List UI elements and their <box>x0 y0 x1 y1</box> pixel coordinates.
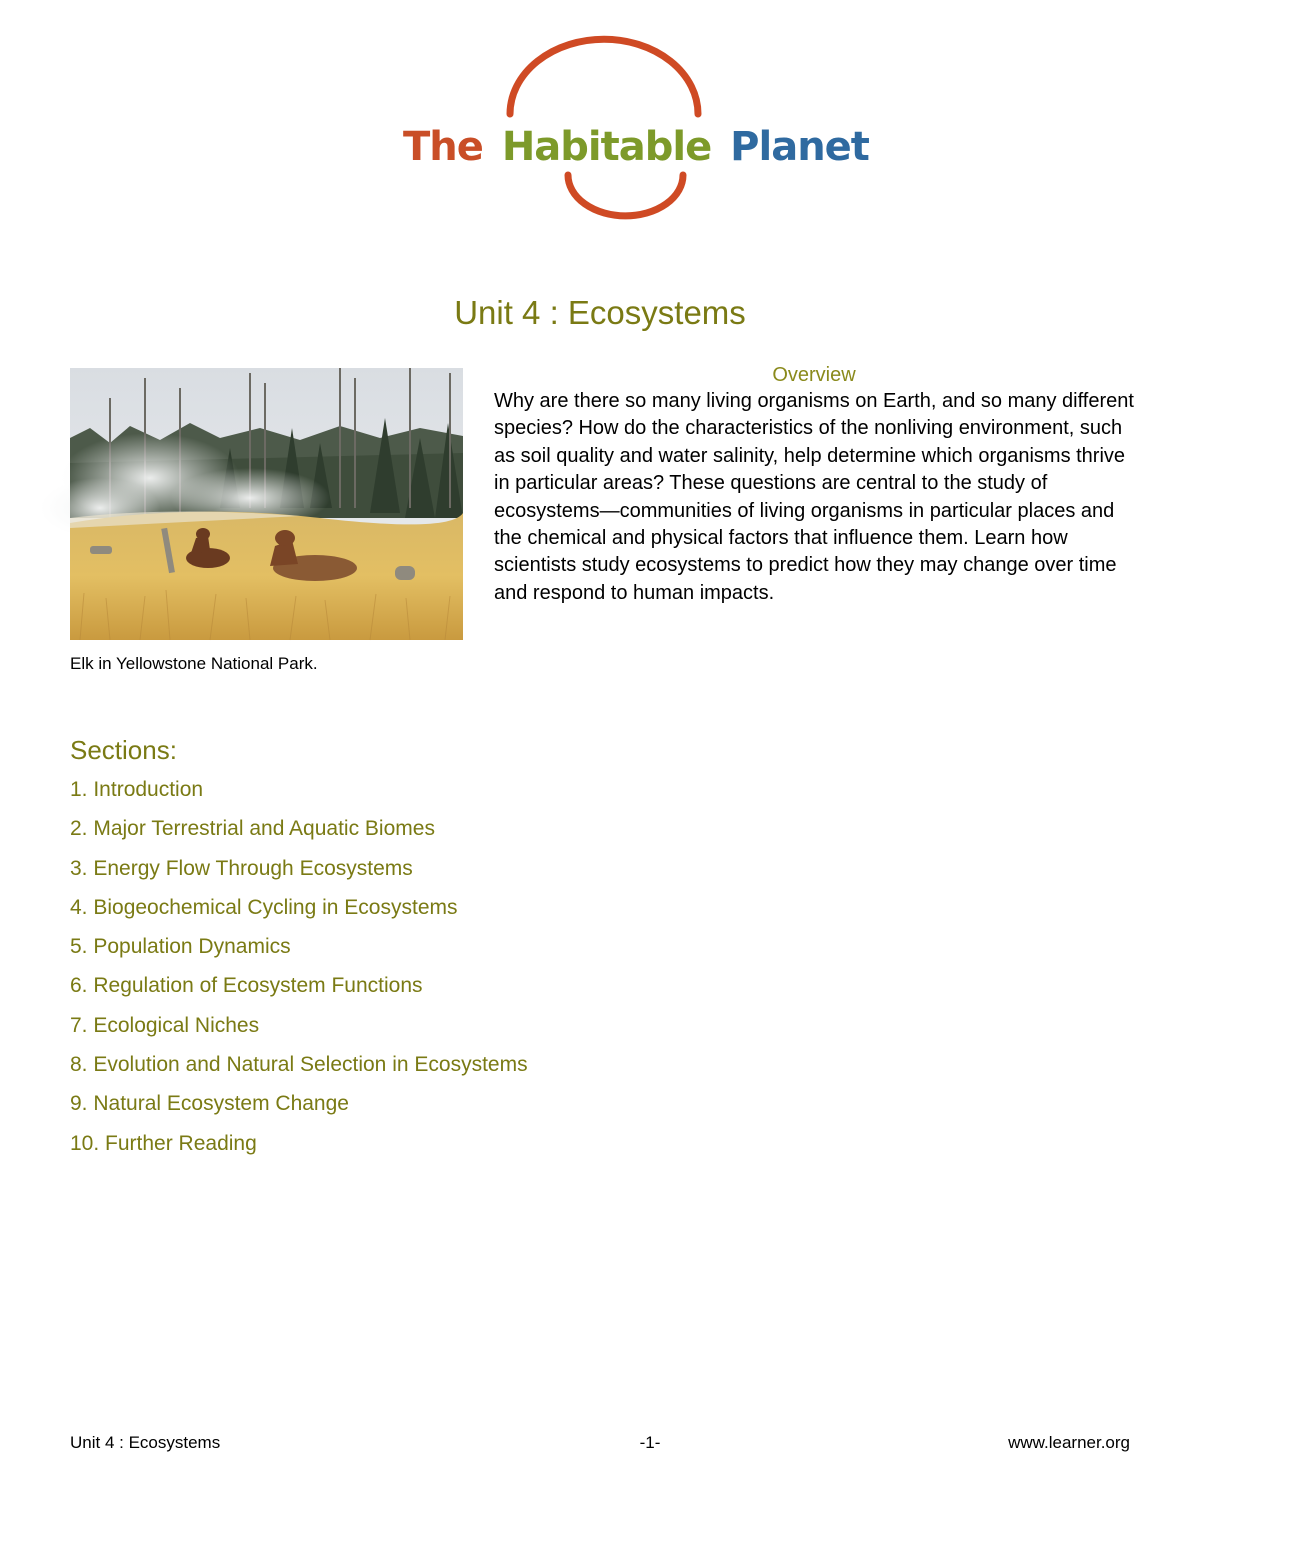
overview-heading: Overview <box>772 364 856 386</box>
unit-title: Unit 4 : Ecosystems <box>454 294 746 331</box>
section-link-8[interactable]: 8. Evolution and Natural Selection in Ecosystems <box>70 1053 528 1077</box>
section-link-10[interactable]: 10. Further Reading <box>70 1131 257 1155</box>
section-link-6[interactable]: 6. Regulation of Ecosystem Functions <box>70 974 423 998</box>
sections-heading: Sections: <box>70 735 177 765</box>
section-link-3[interactable]: 3. Energy Flow Through Ecosystems <box>70 856 413 880</box>
section-link-7[interactable]: 7. Ecological Niches <box>70 1013 260 1037</box>
habitable-planet-logo <box>398 70 869 220</box>
overview-body: Why are there so many living organisms on Earth, and so many different species? How do the characteristics of the nonliving environment, such as soil quality and water salinity, help determine which organisms thrive in particular areas? These questions are central to the study of ecosystems—communities of living organisms in particular places and the chemical and physical factors that influence them. Learn how scientists study ecosystems to predict how they may change over time and respond to human impacts. <box>494 390 1134 604</box>
logo-ring-bottom <box>568 175 683 216</box>
section-link-9[interactable]: 9. Natural Ecosystem Change <box>70 1092 349 1116</box>
elk-photo <box>70 368 463 640</box>
section-link-2[interactable]: 2. Major Terrestrial and Aquatic Biomes <box>70 817 435 841</box>
section-link-1[interactable]: 1. Introduction <box>70 778 204 801</box>
logo-text-the: The <box>403 124 483 170</box>
section-link-5[interactable]: 5. Population Dynamics <box>70 935 291 959</box>
footer-website: www.learner.org <box>1008 1433 1130 1452</box>
photo-caption: Elk in Yellowstone National Park. <box>70 654 318 673</box>
footer-page-number: -1- <box>639 1433 661 1452</box>
logo-text-habitable: Habitable <box>501 124 712 170</box>
svg-text:The Habitable Plan <box>403 124 870 170</box>
sections-list <box>70 770 528 1163</box>
logo-text-planet: Planet <box>730 124 869 170</box>
footer-unit-title: Unit 4 : Ecosystems <box>70 1433 221 1452</box>
overview-section <box>494 362 1134 607</box>
section-link-4[interactable]: 4. Biogeochemical Cycling in Ecosystems <box>70 895 458 919</box>
logo-ring-top <box>510 39 698 114</box>
logo-graphic <box>398 70 869 220</box>
